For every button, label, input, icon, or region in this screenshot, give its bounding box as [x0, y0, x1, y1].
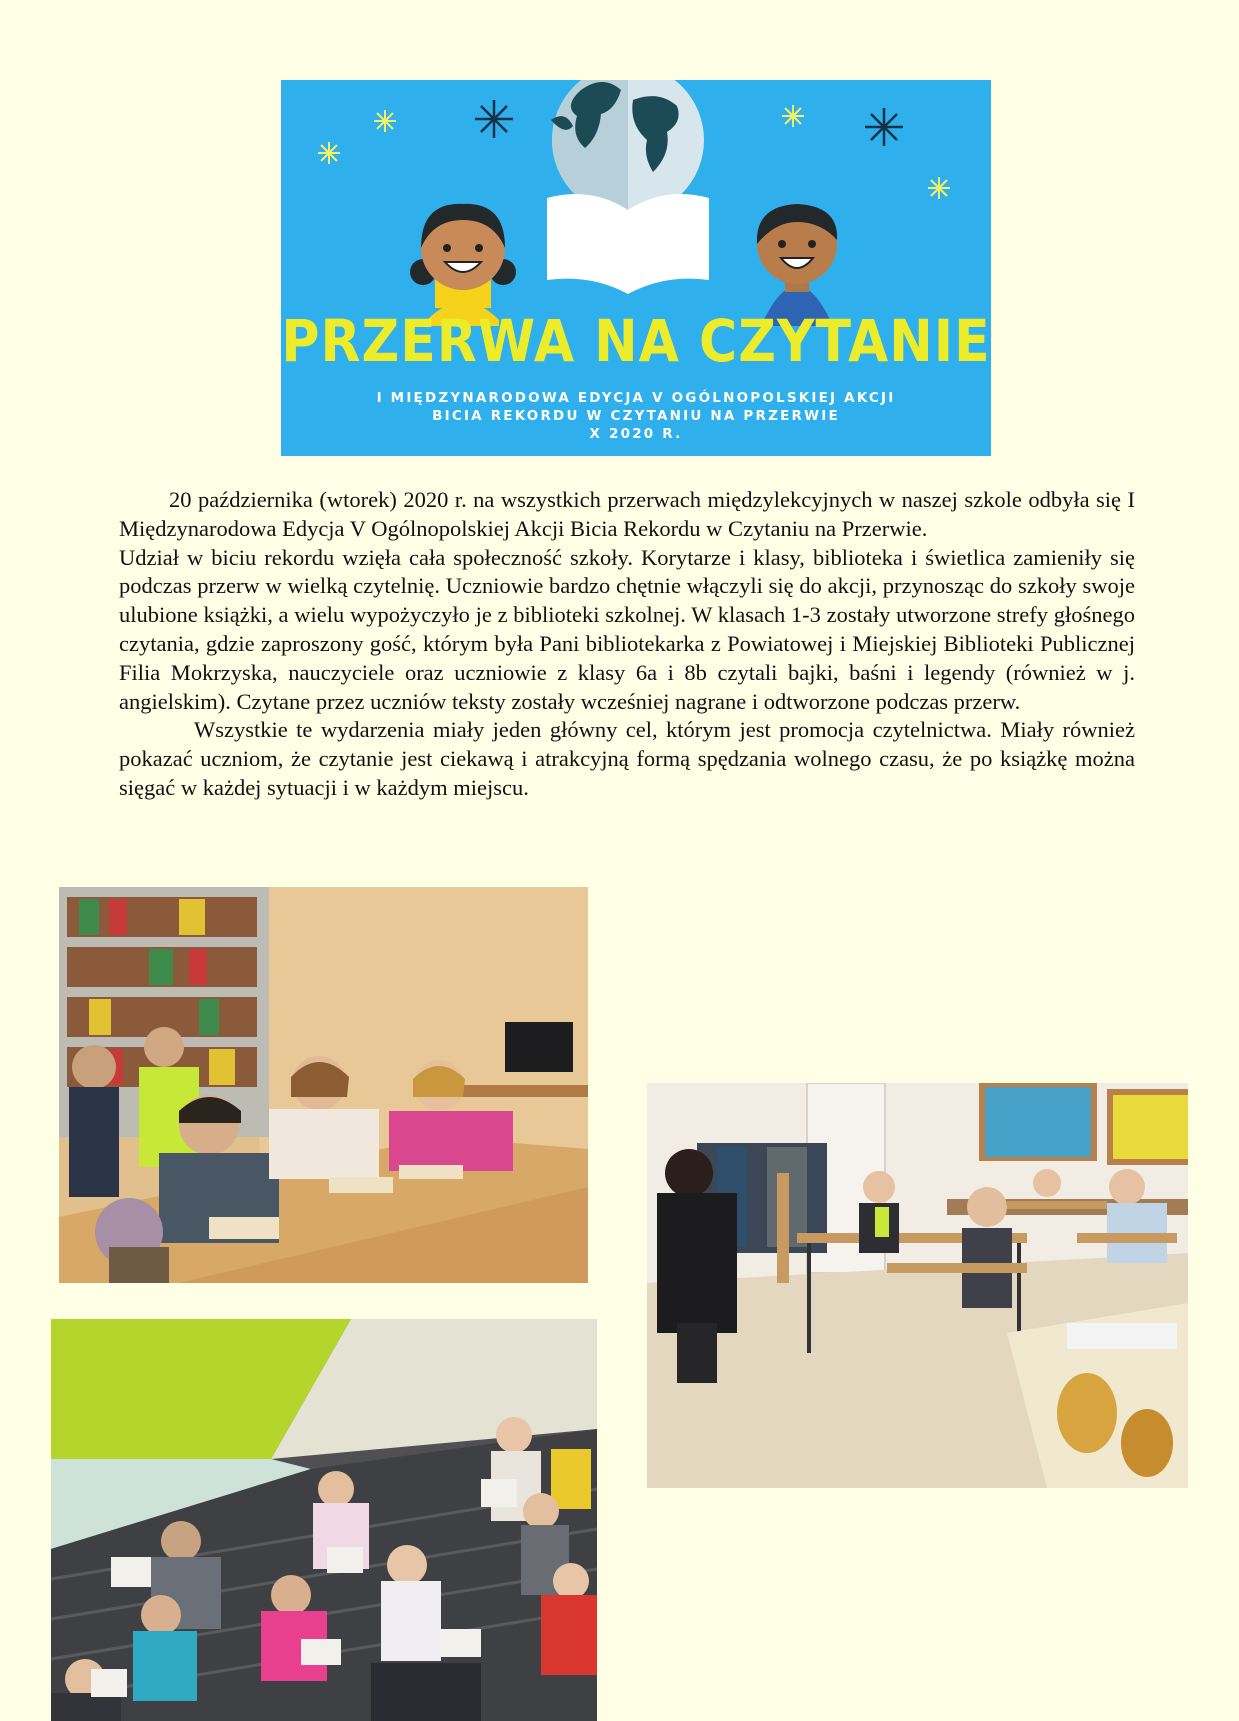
banner-subtitle-line-3: X 2020 R. — [589, 426, 683, 442]
star-icon — [475, 100, 513, 138]
banner-subtitle-line-2: BICIA REKORDU W CZYTANIU NA PRZERWIE — [432, 408, 840, 424]
star-icon — [865, 108, 903, 146]
banner-subtitle-line-1: I MIĘDZYNARODOWA EDYCJA V OGÓLNOPOLSKIEJ AKCJI — [376, 390, 896, 406]
article-paragraph-1: 20 października (wtorek) 2020 r. na wszystkich przerwach międzylekcyjnych w naszej szkole odbyła się I Międzynarodowa Edycja V Ogólnopolskiej Akcji Bicia Rekordu w Czytaniu na Przerwie. — [119, 487, 1135, 541]
event-banner — [281, 80, 991, 456]
sparkle-icon — [928, 177, 950, 199]
photo-classroom-reading — [647, 1083, 1188, 1488]
photo-library-reading — [59, 887, 588, 1283]
sparkle-icon — [318, 142, 340, 164]
article-paragraph-3: Wszystkie te wydarzenia miały jeden główny cel, którym jest promocja czytelnictwa. Miały również pokazać uczniom, że czytanie jest ciekawą i atrakcyjną formą spędzania wolnego czasu, że po książkę można sięgać w każdej sytuacji i w każdym miejscu. — [119, 717, 1135, 800]
sparkle-icon — [782, 105, 804, 127]
sparkle-icon — [374, 110, 396, 132]
article-body — [119, 486, 1135, 803]
banner-title: PRZERWA NA CZYTANIE — [281, 308, 991, 376]
article-paragraph-2: Udział w biciu rekordu wzięła cała społeczność szkoły. Korytarze i klasy, biblioteka i świetlica zamieniły się podczas przerw w wielką czytelnię. Uczniowie bardzo chętnie włączyli się do akcji, przynosząc do szkoły swoje ulubione książki, a wielu wypożyczyło je z biblioteki szkolnej. W klasach 1-3 zostały utworzone strefy głośnego czytania, gdzie zaproszony gość, którym była Pani bibliotekarka z Powiatowej i Miejskiej Biblioteki Publicznej Filia Mokrzyska, nauczyciele oraz uczniowie z klasy 6a i 8b czytali bajki, baśni i legendy (również w j. angielskim). Czytane przez uczniów teksty zostały wcześniej nagrane i odtworzone podczas przerw. — [119, 544, 1135, 714]
photo-corridor-reading — [51, 1319, 597, 1721]
